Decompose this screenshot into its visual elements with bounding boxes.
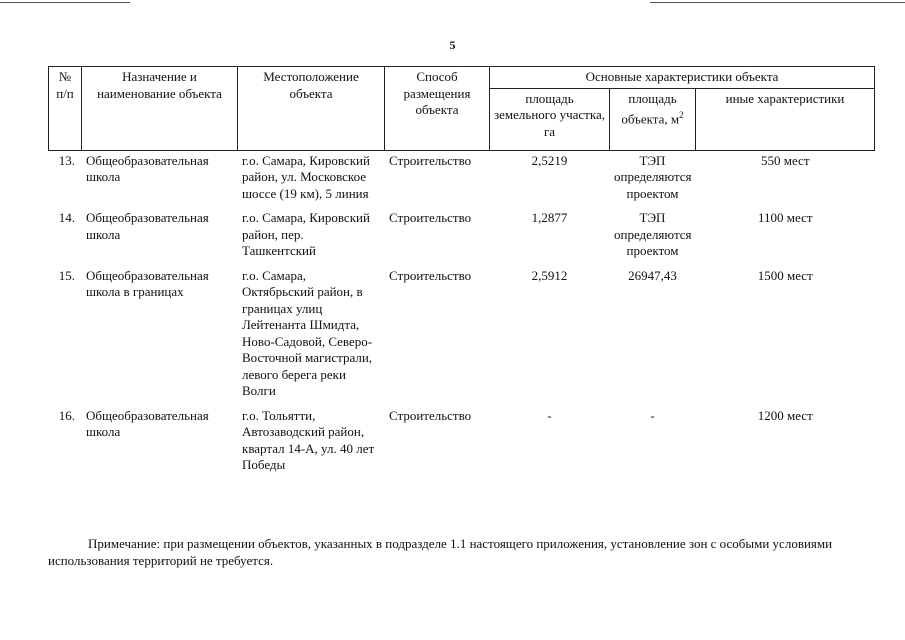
header-object-area-text: площадь объекта, м (621, 90, 680, 127)
row-other: 1500 мест (757, 267, 813, 283)
header-object-area (610, 88, 696, 150)
row-land-area: - (547, 407, 552, 423)
row-land-area: 1,2877 (531, 210, 568, 225)
table-row (49, 406, 875, 480)
scan-mark (0, 2, 130, 3)
row-other: 1200 мест (757, 407, 813, 423)
page-number: 5 (449, 38, 456, 52)
row-method: Строительство (389, 152, 472, 168)
table-row (49, 208, 875, 266)
row-number: 15. (58, 267, 75, 283)
row-location: г.о. Самара, Кировский район, пер. Ташкентский (242, 210, 370, 258)
row-land-area: 2,5912 (531, 267, 568, 283)
row-method: Строительство (389, 210, 472, 225)
header-characteristics: Основные характеристики объекта (490, 67, 875, 89)
row-object-area: ТЭП определяются проектом (614, 152, 692, 201)
row-land-area: 2,5219 (531, 152, 568, 168)
row-number: 16. (58, 407, 75, 423)
table-body (49, 150, 875, 480)
footnote: Примечание: при размещении объектов, указанных в подразделе 1.1 настоящего приложения, установление зон с особыми условиями использования территорий не требуется. (48, 536, 833, 568)
row-number: 13. (58, 152, 75, 168)
row-method: Строительство (389, 407, 472, 423)
header-land-area: площадь земельного участка, га (490, 88, 610, 150)
row-purpose: Общеобразовательная школа (86, 152, 209, 184)
row-object-area: 26947,43 (628, 267, 677, 283)
row-purpose: Общеобразовательная школа (86, 210, 209, 242)
header-location: Местоположение объекта (238, 67, 385, 151)
header-purpose: Назначение и наименование объекта (82, 67, 238, 151)
row-location: г.о. Самара, Кировский район, ул. Московское шоссе (19 км), 5 линия (242, 152, 370, 201)
table-row (49, 266, 875, 406)
header-other: иные характеристики (696, 88, 875, 150)
row-other: 1100 мест (757, 210, 813, 225)
row-purpose: Общеобразовательная школа в границах (86, 267, 209, 299)
row-number: 14. (58, 210, 75, 225)
row-other: 550 мест (760, 152, 810, 168)
objects-table (48, 66, 875, 480)
header-object-area-sup: 2 (679, 110, 684, 120)
row-location: г.о. Самара, Октябрьский район, в границах улиц Лейтенанта Шмидта, Ново-Садовой, Северо-Восточной магистрали, левого берега реки Волги (242, 267, 373, 398)
row-object-area: - (650, 407, 655, 423)
scan-mark (650, 2, 905, 3)
row-location: г.о. Тольятти, Автозаводский район, квартал 14-А, ул. 40 лет Победы (242, 407, 375, 472)
row-object-area: ТЭП определяются проектом (614, 210, 692, 258)
row-purpose: Общеобразовательная школа (86, 407, 209, 439)
row-method: Строительство (389, 267, 472, 283)
header-num: № п/п (49, 67, 82, 151)
table-row (49, 150, 875, 208)
header-method: Способ размещения объекта (385, 67, 490, 151)
